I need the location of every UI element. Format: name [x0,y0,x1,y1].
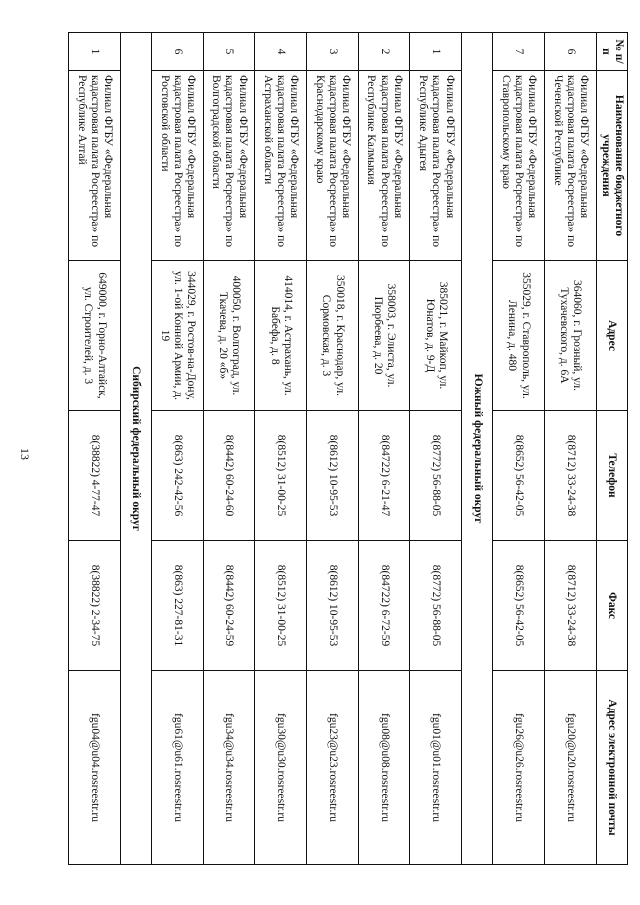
phone: 8(8612) 10-95-53 [306,411,358,541]
email: fgu30@u30.rosreestr.ru [255,671,307,865]
email: fgu08@u08.rosreestr.ru [358,671,410,865]
email: fgu01@u01.rosreestr.ru [410,671,462,865]
email: fgu26@u26.rosreestr.ru [493,671,545,865]
address: 344029, г. Ростов-на-Дону, ул. 1-ой Конной Армии, д. 19 [151,261,203,411]
email: fgu34@u34.rosreestr.ru [203,671,255,865]
row-number: 6 [151,33,203,71]
table-row [410,33,462,865]
fax: 8(8772) 56-88-05 [410,541,462,671]
row-number: 1 [69,33,121,71]
institution-name: Филиал ФГБУ «Федеральная кадастровая палата Росреестра» по Волгоградской области [203,71,255,261]
phone: 8(8512) 31-00-25 [255,411,307,541]
row-number: 4 [255,33,307,71]
fax: 8(8712) 33-24-38 [544,541,596,671]
address: 414014, г. Астрахань, ул. Бабефа, д. 8 [255,261,307,411]
email: fgu20@u20.rosreestr.ru [544,671,596,865]
rotated-page [68,32,628,864]
table-row [306,33,358,865]
institution-name: Филиал ФГБУ «Федеральная кадастровая палата Росреестра» по Чеченской Республике [544,71,596,261]
row-number: 2 [358,33,410,71]
phone: 8(8772) 56-88-05 [410,411,462,541]
fax: 8(84722) 6-72-59 [358,541,410,671]
phone: 8(863) 242-42-56 [151,411,203,541]
phone: 8(8442) 60-24-60 [203,411,255,541]
table-row [358,33,410,865]
col-header-fax: Факс [596,541,627,671]
phone: 8(84722) 6-21-47 [358,411,410,541]
fax: 8(863) 227-81-31 [151,541,203,671]
page-number: 13 [18,448,32,460]
fax: 8(8442) 60-24-59 [203,541,255,671]
region-row [120,33,151,865]
institution-name: Филиал ФГБУ «Федеральная кадастровая палата Росреестра» по Ростовской области [151,71,203,261]
table-row [69,33,121,865]
row-number: 1 [410,33,462,71]
table-row [255,33,307,865]
table-row [544,33,596,865]
institutions-table [68,32,628,865]
region-row [462,33,493,865]
address: 364060, г. Грозный, ул. Тухачевского, д. 6А [544,261,596,411]
phone: 8(8712) 33-24-38 [544,411,596,541]
row-number: 7 [493,33,545,71]
region-title: Сибирский федеральный округ [120,33,151,865]
institution-name: Филиал ФГБУ «Федеральная кадастровая палата Росреестра» по Республике Алтай [69,71,121,261]
address: 350018, г. Краснодар, ул. Сормовская, д. 3 [306,261,358,411]
institution-name: Филиал ФГБУ «Федеральная кадастровая палата Росреестра» по Ставропольскому краю [493,71,545,261]
address: 355029, г. Ставрополь, ул. Ленина, д. 480 [493,261,545,411]
institution-name: Филиал ФГБУ «Федеральная кадастровая палата Росреестра» по Республике Адыгея [410,71,462,261]
fax: 8(8512) 31-00-25 [255,541,307,671]
col-header-email: Адрес электронной почты [596,671,627,865]
row-number: 6 [544,33,596,71]
table-row [203,33,255,865]
address: 649000, г. Горно-Алтайск, ул. Строителей, д. 3 [69,261,121,411]
email: fgu23@u23.rosreestr.ru [306,671,358,865]
email: fgu04@u04.rosreestr.ru [69,671,121,865]
address: 385021, г. Майкоп, ул. Юнатов, д. 9-Д [410,261,462,411]
row-number: 5 [203,33,255,71]
address: 358003, г. Элиста, ул. Пюрбеева, д. 20 [358,261,410,411]
col-header-number: № п/п [596,33,627,71]
phone: 8(8652) 56-42-05 [493,411,545,541]
fax: 8(38822) 2-34-75 [69,541,121,671]
col-header-name: Наименование бюджетного учреждения [596,71,627,261]
table-row [151,33,203,865]
email: fgu61@u61.rosreestr.ru [151,671,203,865]
region-title: Южный федеральный округ [462,33,493,865]
table-header-row [596,33,627,865]
col-header-phone: Телефон [596,411,627,541]
fax: 8(8612) 10-95-53 [306,541,358,671]
institution-name: Филиал ФГБУ «Федеральная кадастровая палата Росреестра» по Астраханской области [255,71,307,261]
fax: 8(8652) 56-42-05 [493,541,545,671]
phone: 8(38822) 4-77-47 [69,411,121,541]
row-number: 3 [306,33,358,71]
institution-name: Филиал ФГБУ «Федеральная кадастровая палата Росреестра» по Краснодарскому краю [306,71,358,261]
institution-name: Филиал ФГБУ «Федеральная кадастровая палата Росреестра» по Республике Калмыкия [358,71,410,261]
col-header-address: Адрес [596,261,627,411]
table-row [493,33,545,865]
address: 400050, г. Волгоград, ул. Ткачева, д. 20 «б» [203,261,255,411]
